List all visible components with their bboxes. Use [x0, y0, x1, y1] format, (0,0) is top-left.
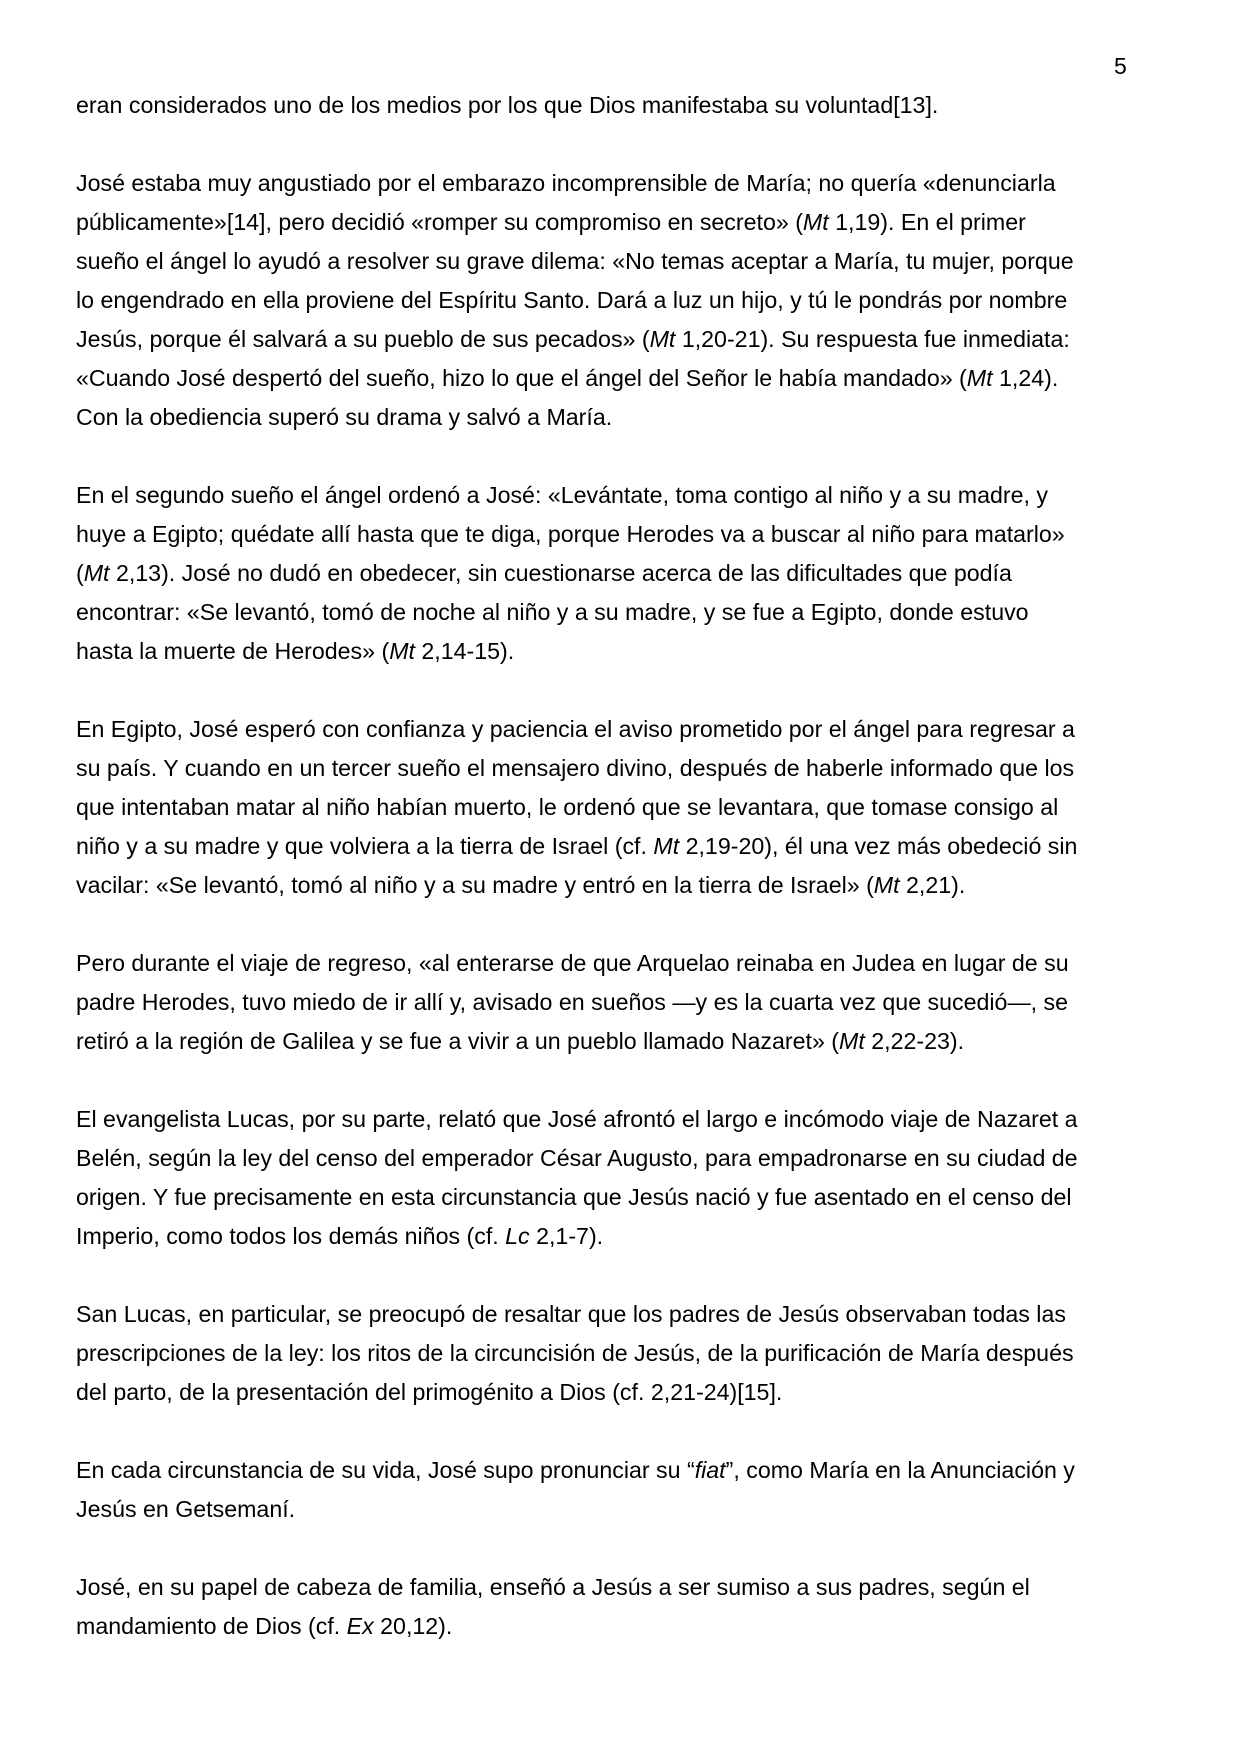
- text-line: [76, 242, 1166, 281]
- text-run: Jesús, porque él salvará a su pueblo de sus pecados» (: [76, 326, 650, 352]
- paragraph: [76, 1451, 1166, 1529]
- text-run: niño y a su madre y que volviera a la tierra de Israel (cf.: [76, 833, 654, 859]
- paragraph: [76, 710, 1166, 905]
- text-line: [76, 1178, 1166, 1217]
- text-line: [76, 827, 1166, 866]
- text-line: [76, 1022, 1166, 1061]
- scripture-reference: Mt: [653, 833, 680, 859]
- text-line: [76, 86, 1166, 125]
- text-line: [76, 749, 1166, 788]
- text-run: padre Herodes, tuvo miedo de ir allí y, avisado en sueños —y es la cuarta vez que sucedió—, se: [76, 989, 1069, 1015]
- text-line: [76, 281, 1166, 320]
- text-run: San Lucas, en particular, se preocupó de resaltar que los padres de Jesús observaban todas las: [76, 1301, 1066, 1327]
- text-line: [76, 632, 1166, 671]
- text-line: [76, 164, 1166, 203]
- text-run: mandamiento de Dios (cf.: [76, 1613, 347, 1639]
- text-line: [76, 983, 1166, 1022]
- text-run: 1,19). En el primer: [828, 209, 1026, 235]
- text-line: [76, 1295, 1166, 1334]
- paragraph: [76, 1295, 1166, 1412]
- paragraph: [76, 476, 1166, 671]
- text-run: «Cuando José despertó del sueño, hizo lo que el ángel del Señor le había mandado» (: [76, 365, 967, 391]
- paragraph: [76, 164, 1166, 437]
- text-run: origen. Y fue precisamente en esta circunstancia que Jesús nació y fue asentado en el censo del: [76, 1184, 1072, 1210]
- scripture-reference: Mt: [966, 365, 993, 391]
- text-line: [76, 866, 1166, 905]
- text-run: 2,19-20), él una vez más obedeció sin: [679, 833, 1078, 859]
- page-number: 5: [1114, 53, 1127, 79]
- scripture-reference: Mt: [802, 209, 829, 235]
- text-run: lo engendrado en ella proviene del Espíritu Santo. Dará a luz un hijo, y tú le pondrás por nombre: [76, 287, 1068, 313]
- text-run: (: [76, 560, 84, 586]
- paragraph: [76, 1568, 1166, 1646]
- text-run: Jesús en Getsemaní.: [76, 1496, 296, 1522]
- text-line: [76, 1217, 1166, 1256]
- text-line: [76, 203, 1166, 242]
- text-run: Con la obediencia superó su drama y salvó a María.: [76, 404, 613, 430]
- text-run: 2,14-15).: [414, 638, 515, 664]
- text-line: [76, 476, 1166, 515]
- text-run: 2,21).: [899, 872, 966, 898]
- text-run: José estaba muy angustiado por el embarazo incomprensible de María; no quería «denunciarla: [76, 170, 1056, 196]
- scripture-reference: Lc: [505, 1223, 530, 1249]
- text-run: del parto, de la presentación del primogénito a Dios (cf. 2,21-24)[15].: [76, 1379, 783, 1405]
- text-line: [76, 359, 1166, 398]
- scripture-reference: Mt: [389, 638, 415, 664]
- text-run: huye a Egipto; quédate allí hasta que te diga, porque Herodes va a buscar al niño para matarlo»: [76, 521, 1065, 547]
- text-line: [76, 1490, 1166, 1529]
- text-run: encontrar: «Se levantó, tomó de noche al niño y a su madre, y se fue a Egipto, donde estuvo: [76, 599, 1029, 625]
- text-run: vacilar: «Se levantó, tomó al niño y a su madre y entró en la tierra de Israel» (: [76, 872, 874, 898]
- text-run: retiró a la región de Galilea y se fue a vivir a un pueblo llamado Nazaret» (: [76, 1028, 840, 1054]
- text-line: [76, 1100, 1166, 1139]
- text-run: prescripciones de la ley: los ritos de la circuncisión de Jesús, de la purificación de María después: [76, 1340, 1074, 1366]
- text-run: su país. Y cuando en un tercer sueño el mensajero divino, después de haberle informado que los: [76, 755, 1075, 781]
- paragraph: [76, 944, 1166, 1061]
- text-line: [76, 944, 1166, 983]
- text-line: [76, 1607, 1166, 1646]
- scripture-reference: Mt: [873, 872, 900, 898]
- scripture-reference: Ex: [346, 1613, 374, 1639]
- text-line: [76, 788, 1166, 827]
- text-run: Imperio, como todos los demás niños (cf.: [76, 1223, 506, 1249]
- text-run: 2,13). José no dudó en obedecer, sin cuestionarse acerca de las dificultades que podía: [109, 560, 1012, 586]
- paragraph: [76, 86, 1166, 125]
- text-run: 1,24).: [992, 365, 1059, 391]
- text-run: En Egipto, José esperó con confianza y paciencia el aviso prometido por el ángel para regresar a: [76, 716, 1075, 742]
- scripture-reference: Mt: [83, 560, 110, 586]
- text-run: José, en su papel de cabeza de familia, enseñó a Jesús a ser sumiso a sus padres, según el: [76, 1574, 1030, 1600]
- text-run: hasta la muerte de Herodes» (: [76, 638, 390, 664]
- text-run: Belén, según la ley del censo del emperador César Augusto, para empadronarse en su ciudad de: [76, 1145, 1078, 1171]
- text-line: [76, 1451, 1166, 1490]
- text-line: [76, 1334, 1166, 1373]
- text-run: En el segundo sueño el ángel ordenó a José: «Levántate, toma contigo al niño y a su madre, y: [76, 482, 1048, 508]
- text-run: públicamente»[14], pero decidió «romper su compromiso en secreto» (: [76, 209, 803, 235]
- text-run: sueño el ángel lo ayudó a resolver su grave dilema: «No temas aceptar a María, tu mujer, porque: [76, 248, 1074, 274]
- text-run: En cada circunstancia de su vida, José supo pronunciar su “: [76, 1457, 695, 1483]
- text-line: [76, 1568, 1166, 1607]
- text-run: El evangelista Lucas, por su parte, relató que José afrontó el largo e incómodo viaje de Nazaret a: [76, 1106, 1078, 1132]
- text-line: [76, 1139, 1166, 1178]
- text-line: [76, 515, 1166, 554]
- text-line: [76, 710, 1166, 749]
- scripture-reference: fiat: [694, 1457, 726, 1483]
- scripture-reference: Mt: [649, 326, 676, 352]
- text-run: 1,20-21). Su respuesta fue inmediata:: [675, 326, 1070, 352]
- paragraph: [76, 1100, 1166, 1256]
- text-run: ”, como María en la Anunciación y: [725, 1457, 1075, 1483]
- text-line: [76, 320, 1166, 359]
- text-run: que intentaban matar al niño habían muerto, le ordenó que se levantara, que tomase consigo al: [76, 794, 1059, 820]
- text-line: [76, 554, 1166, 593]
- text-run: 2,1-7).: [529, 1223, 604, 1249]
- text-run: 2,22-23).: [864, 1028, 965, 1054]
- text-line: [76, 398, 1166, 437]
- scripture-reference: Mt: [839, 1028, 865, 1054]
- text-run: Pero durante el viaje de regreso, «al enterarse de que Arquelao reinaba en Judea en lugar de su: [76, 950, 1069, 976]
- body-text: [76, 86, 1166, 1685]
- text-run: eran considerados uno de los medios por los que Dios manifestaba su voluntad[13].: [76, 92, 939, 118]
- text-line: [76, 1373, 1166, 1412]
- text-run: 20,12).: [373, 1613, 453, 1639]
- text-line: [76, 593, 1166, 632]
